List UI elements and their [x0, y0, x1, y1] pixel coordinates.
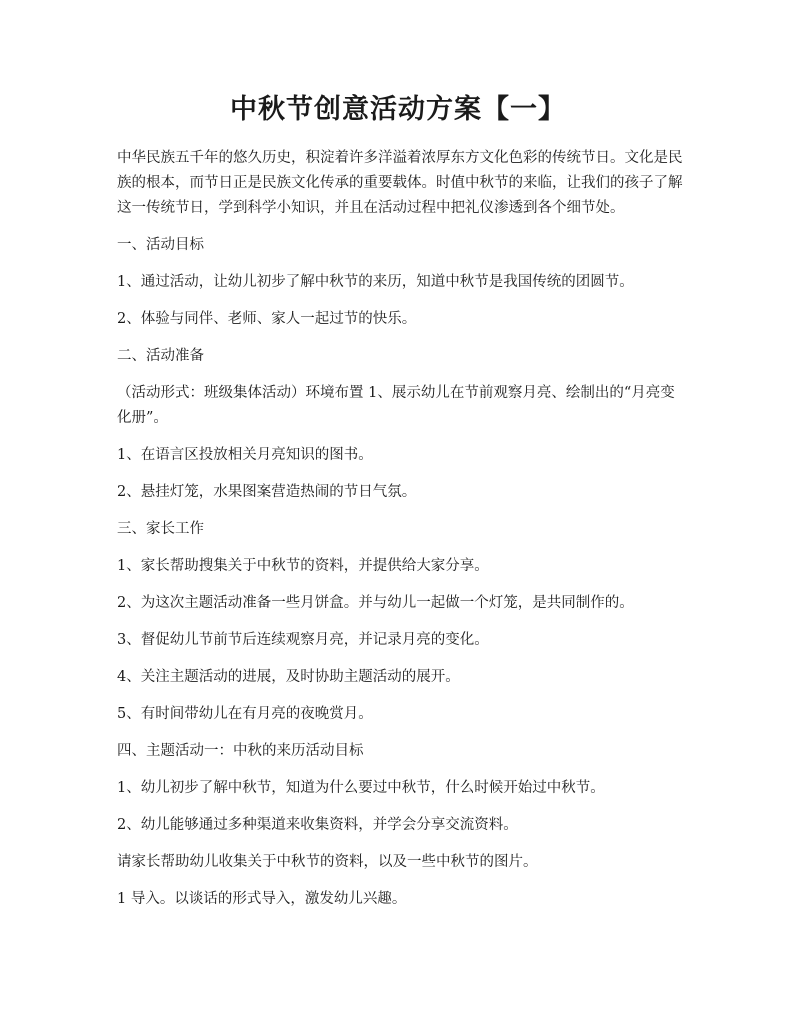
list-item: 3、督促幼儿节前节后连续观察月亮，并记录月亮的变化。 [117, 632, 489, 648]
list-item: 2、幼儿能够通过多种渠道来收集资料，并学会分享交流资料。 [117, 817, 518, 833]
list-item: （活动形式：班级集体活动）环境布置 1、展示幼儿在节前观察月亮、绘制出的“月亮变化册”。 [117, 385, 675, 426]
section-heading-goals: 一、活动目标 [117, 237, 204, 253]
intro-paragraph: 中华民族五千年的悠久历史，积淀着许多洋溢着浓厚东方文化色彩的传统节日。文化是民族的根本，而节日正是民族文化传承的重要载体。时值中秋节的来临，让我们的孩子了解这一传统节日，学到科学小知识，并且在活动过程中把礼仪渗透到各个细节处。 [117, 150, 683, 216]
list-item: 2、为这次主题活动准备一些月饼盒。并与幼儿一起做一个灯笼，是共同制作的。 [117, 595, 634, 611]
list-item: 1、幼儿初步了解中秋节，知道为什么要过中秋节，什么时候开始过中秋节。 [117, 780, 605, 796]
list-item: 2、体验与同伴、老师、家人一起过节的快乐。 [117, 311, 417, 327]
list-item: 1、家长帮助搜集关于中秋节的资料，并提供给大家分享。 [117, 558, 489, 574]
list-item: 1、在语言区投放相关月亮知识的图书。 [117, 447, 373, 463]
list-item: 1、通过活动，让幼儿初步了解中秋节的来历，知道中秋节是我国传统的团圆节。 [117, 274, 634, 290]
document-title: 中秋节创意活动方案【一】 [230, 94, 566, 125]
list-item: 1 导入。以谈话的形式导入，激发幼儿兴趣。 [117, 891, 407, 907]
section-heading-activity-one: 四、主题活动一：中秋的来历活动目标 [117, 743, 364, 759]
list-item: 5、有时间带幼儿在有月亮的夜晚赏月。 [117, 706, 373, 722]
document-body [117, 146, 687, 912]
list-item: 2、悬挂灯笼，水果图案营造热闹的节日气氛。 [117, 484, 417, 500]
section-heading-parents: 三、家长工作 [117, 521, 204, 537]
list-item: 请家长帮助幼儿收集关于中秋节的资料，以及一些中秋节的图片。 [117, 854, 538, 870]
section-heading-preparation: 二、活动准备 [117, 348, 204, 364]
list-item: 4、关注主题活动的进展，及时协助主题活动的展开。 [117, 669, 460, 685]
